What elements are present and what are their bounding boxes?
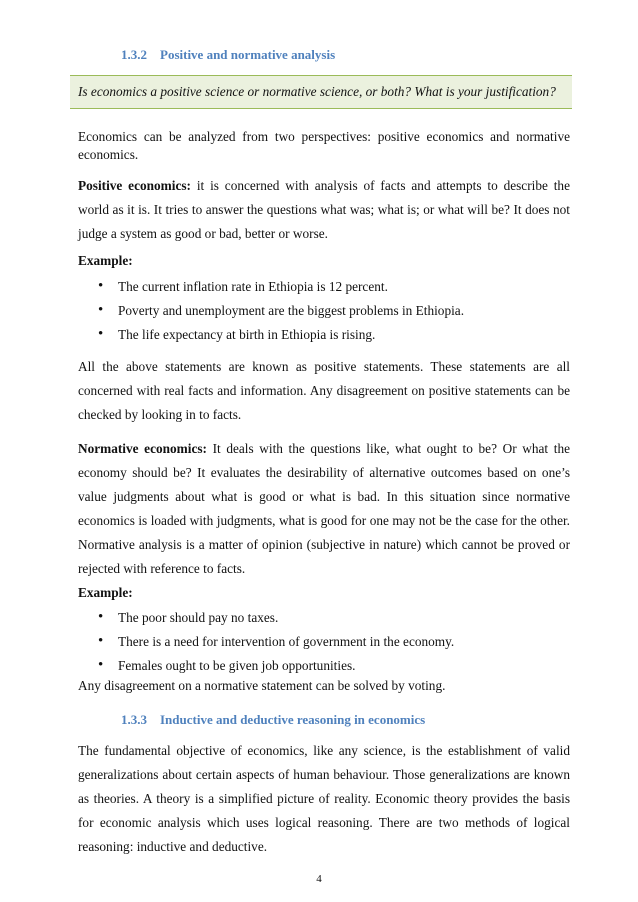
inductive-paragraph: The fundamental objective of economics, like any science, is the establishment of valid generalizations about certain aspects of human behaviour. Those generalizations are known as theories. A theory is a simplified picture of reality. Economic theory provides the basis for economic analysis which uses logical reasoning. There are two methods of logical reasoning: inductive and deductive. bbox=[78, 743, 570, 854]
page-number: 4 bbox=[316, 873, 322, 885]
positive-label: Positive economics: bbox=[78, 178, 191, 193]
section-heading-1-3-3 bbox=[121, 712, 425, 728]
normative-summary-paragraph: Any disagreement on a normative statement can be solved by voting. bbox=[78, 678, 446, 693]
example-label-1: Example: bbox=[78, 253, 133, 268]
normative-label: Normative economics: bbox=[78, 441, 207, 456]
list-item: • Poverty and unemployment are the biggest problems in Ethiopia. bbox=[96, 299, 464, 323]
positive-examples-list bbox=[96, 275, 464, 347]
section-title: Positive and normative analysis bbox=[160, 47, 336, 62]
list-item: • The current inflation rate in Ethiopia is 12 percent. bbox=[96, 275, 464, 299]
question-text: Is economics a positive science or normative science, or both? What is your justification? bbox=[78, 84, 556, 99]
section-heading-1-3-2 bbox=[121, 47, 335, 63]
list-item: • The life expectancy at birth in Ethiopia is rising. bbox=[96, 323, 464, 347]
question-box bbox=[70, 75, 572, 109]
list-item: • The poor should pay no taxes. bbox=[96, 606, 454, 630]
section-title: Inductive and deductive reasoning in economics bbox=[160, 712, 426, 727]
positive-summary-paragraph: All the above statements are known as positive statements. These statements are all concerned with real facts and information. Any disagreement on positive statements can be checked by looking in to facts. bbox=[78, 359, 570, 422]
list-item: • Females ought to be given job opportunities. bbox=[96, 654, 454, 678]
positive-text: it is concerned with analysis of facts and attempts to describe the world as it is. It tries to answer the questions what was; what is; or what will be? It does not judge a system as good or bad, better or worse. bbox=[78, 178, 570, 241]
positive-paragraph bbox=[78, 174, 570, 246]
intro-paragraph: Economics can be analyzed from two perspectives: positive economics and normative economics. bbox=[78, 129, 570, 162]
normative-text: It deals with the questions like, what ought to be? Or what the economy should be? It evaluates the desirability of alternative outcomes based on one’s value judgments about what is good or what is bad. In this situation since normative economics is loaded with judgments, what is good for one may not be the case for the other. Normative analysis is a matter of opinion (subjective in nature) which cannot be proved or rejected with reference to facts. bbox=[78, 441, 570, 576]
list-item: • There is a need for intervention of government in the economy. bbox=[96, 630, 454, 654]
section-number: 1.3.2 bbox=[121, 47, 147, 62]
example-label-2: Example: bbox=[78, 585, 133, 600]
normative-paragraph bbox=[78, 437, 570, 581]
section-number: 1.3.3 bbox=[121, 712, 147, 727]
normative-examples-list bbox=[96, 606, 454, 678]
